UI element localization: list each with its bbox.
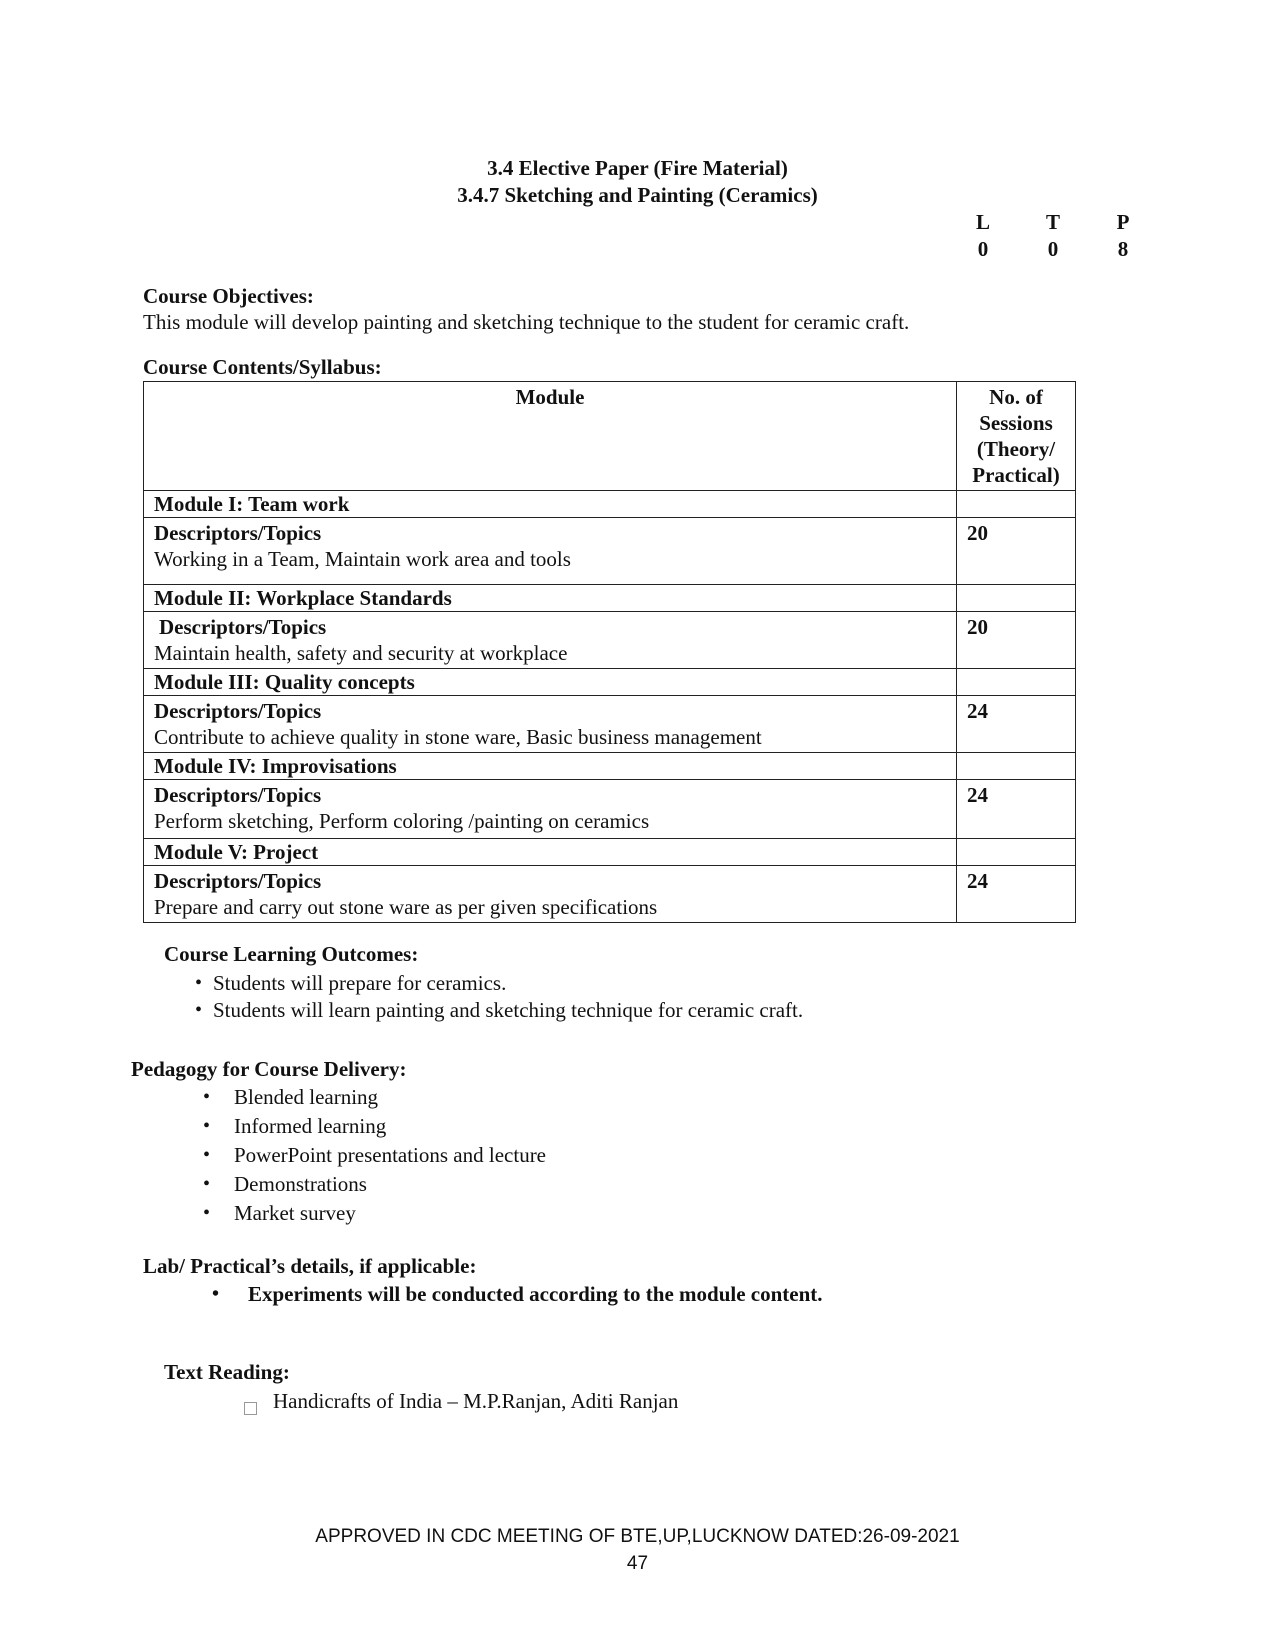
course-group-title: 3.4 Elective Paper (Fire Material): [487, 156, 788, 180]
ltp-label-p: P: [1116, 210, 1130, 234]
module-topics: Perform sketching, Perform coloring /painting on ceramics: [154, 809, 650, 833]
objectives-heading: Course Objectives:: [143, 284, 314, 308]
list-item: • Informed learning: [203, 1112, 546, 1141]
descriptors-label: Descriptors/Topics: [154, 869, 322, 893]
list-item: • Blended learning: [203, 1083, 546, 1112]
objectives-text: This module will develop painting and sketching technique to the student for ceramic craft.: [143, 310, 910, 334]
ltp-label-l: L: [975, 210, 990, 234]
session-count: 24: [957, 780, 1076, 839]
bullet-icon: •: [203, 1144, 211, 1166]
module-topics-row: [144, 780, 1076, 839]
bullet-icon: •: [203, 1115, 211, 1137]
session-count: 24: [957, 866, 1076, 923]
module-topics: Prepare and carry out stone ware as per given specifications: [154, 895, 658, 919]
page-number: 47: [626, 1553, 649, 1574]
approval-footer: APPROVED IN CDC MEETING OF BTE,UP,LUCKNOW DATED:26-09-2021: [315, 1526, 960, 1547]
list-item: • PowerPoint presentations and lecture: [203, 1141, 546, 1170]
bullet-icon: •: [203, 1202, 211, 1224]
descriptors-label: Descriptors/Topics: [154, 783, 322, 807]
list-item: • Students will learn painting and sketching technique for ceramic craft.: [195, 998, 804, 1022]
bullet-icon: •: [203, 1086, 211, 1108]
syllabus-heading: Course Contents/Syllabus:: [143, 355, 382, 379]
ltp-label-t: T: [1045, 210, 1060, 234]
module-column-header: Module: [144, 382, 957, 491]
reading-item: Handicrafts of India – M.P.Ranjan, Aditi Ranjan: [273, 1389, 679, 1413]
module-title-row: [144, 753, 1076, 780]
course-title: 3.4.7 Sketching and Painting (Ceramics): [457, 183, 818, 207]
descriptors-label: Descriptors/Topics: [154, 521, 322, 545]
sessions-column-header: No. of Sessions (Theory/ Practical): [957, 382, 1076, 491]
descriptors-label: Descriptors/Topics: [154, 699, 322, 723]
bullet-icon: •: [195, 972, 203, 994]
module-title-row: [144, 839, 1076, 866]
lab-heading: Lab/ Practical’s details, if applicable:: [143, 1254, 477, 1278]
table-header-row: [144, 382, 1076, 491]
session-count: 20: [957, 612, 1076, 669]
ltp-value-l: 0: [977, 237, 989, 261]
ltp-value-p: 8: [1117, 237, 1129, 261]
checkbox-bullet-icon: [244, 1402, 257, 1415]
list-item: • Students will prepare for ceramics.: [195, 971, 507, 995]
descriptors-label: Descriptors/Topics: [159, 615, 327, 639]
module-topics-row: [144, 612, 1076, 669]
ltp-value-t: 0: [1047, 237, 1059, 261]
module-title: Module IV: Improvisations: [144, 753, 957, 780]
module-title: Module I: Team work: [144, 491, 957, 518]
module-topics-row: [144, 518, 1076, 585]
session-count: 24: [957, 696, 1076, 753]
lab-list: [212, 1281, 823, 1308]
list-item: • Market survey: [203, 1199, 546, 1228]
bullet-icon: •: [212, 1283, 220, 1305]
module-topics-row: [144, 696, 1076, 753]
module-title: Module III: Quality concepts: [144, 669, 957, 696]
pedagogy-list: [203, 1083, 546, 1228]
outcomes-list: [195, 970, 803, 1024]
module-topics: Working in a Team, Maintain work area and tools: [154, 547, 571, 571]
syllabus-table: [143, 381, 1076, 923]
module-title-row: [144, 669, 1076, 696]
module-topics: Contribute to achieve quality in stone ware, Basic business management: [154, 725, 762, 749]
module-title-row: [144, 585, 1076, 612]
module-topics-row: [144, 866, 1076, 923]
list-item: • Experiments will be conducted according to the module content.: [212, 1282, 823, 1306]
pedagogy-heading: Pedagogy for Course Delivery:: [131, 1057, 407, 1081]
outcomes-heading: Course Learning Outcomes:: [164, 942, 419, 966]
reading-heading: Text Reading:: [164, 1360, 290, 1384]
list-item: • Demonstrations: [203, 1170, 546, 1199]
module-title: Module II: Workplace Standards: [144, 585, 957, 612]
bullet-icon: •: [195, 999, 203, 1021]
module-title-row: [144, 491, 1076, 518]
session-count: 20: [957, 518, 1076, 585]
bullet-icon: •: [203, 1173, 211, 1195]
module-title: Module V: Project: [144, 839, 957, 866]
module-topics: Maintain health, safety and security at workplace: [154, 641, 568, 665]
